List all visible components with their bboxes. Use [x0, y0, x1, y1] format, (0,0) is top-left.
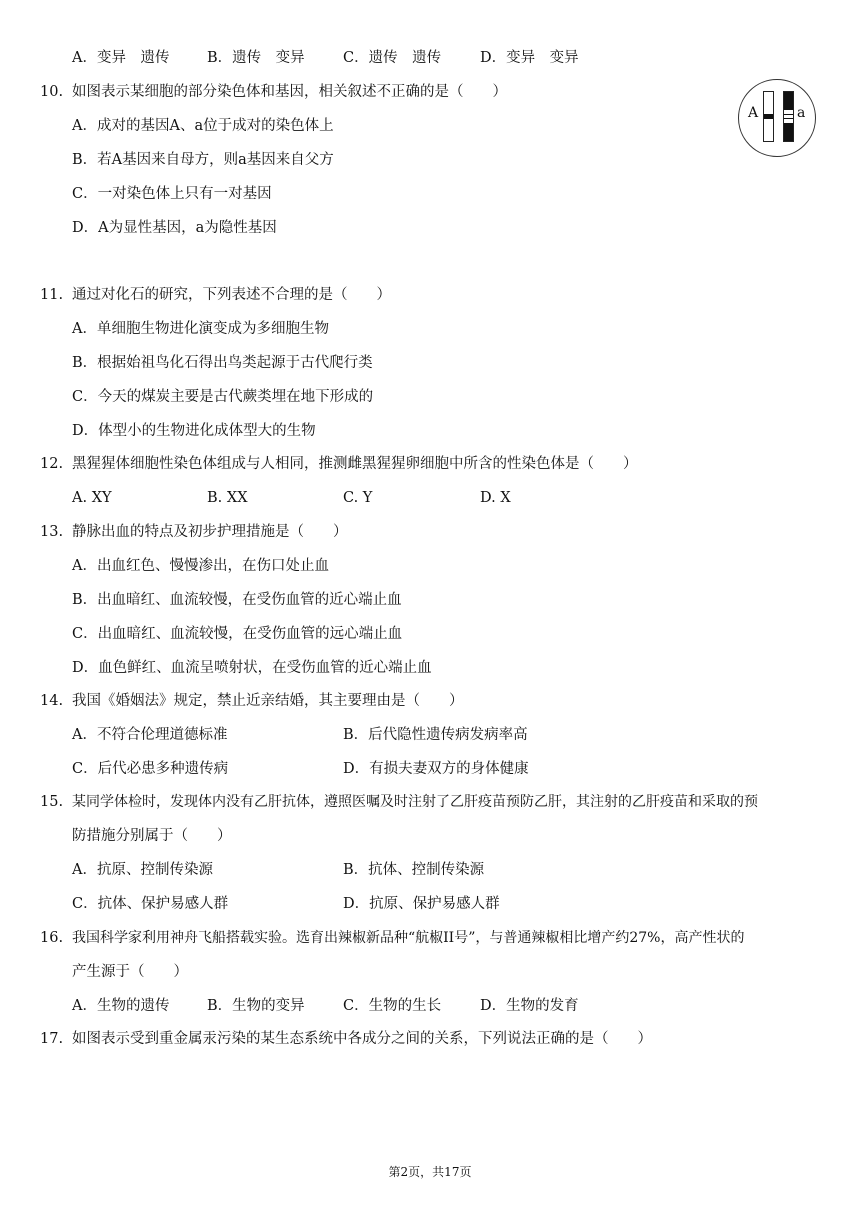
question-15-text: 某同学体检时，发现体内没有乙肝抗体，遵照医嘱及时注射了乙肝疫苗预防乙肝，其注射的乙肝疫苗和采取的预	[72, 794, 758, 810]
q13-option-a: A．出血红色、慢慢渗出，在伤口处止血	[72, 558, 329, 574]
chromosome-right	[783, 91, 794, 142]
q10-option-a: A．成对的基因A、a位于成对的染色体上	[72, 118, 334, 134]
q13-option-c: C．出血暗红、血流较慢，在受伤血管的远心端止血	[72, 626, 403, 642]
q11-option-a: A．单细胞生物进化演变成为多细胞生物	[72, 321, 329, 337]
gene-label-a: a	[797, 105, 806, 121]
question-13-number: 13.	[40, 524, 64, 540]
q11-option-d: D．体型小的生物进化成体型大的生物	[72, 423, 316, 439]
q15-option-b: B．抗体、控制传染源	[343, 862, 485, 878]
q15-option-a: A．抗原、控制传染源	[72, 862, 213, 878]
question-16-text: 我国科学家利用神舟飞船搭载实验。选育出辣椒新品种“航椒II号”，与普通辣椒相比增产约27%，高产性状的	[72, 930, 745, 946]
q14-option-d: D．有损夫妻双方的身体健康	[343, 761, 529, 777]
q9-option-d: D．变异 变异	[480, 50, 579, 66]
question-10-number: 10.	[40, 84, 64, 100]
q12-option-b: B. XX	[207, 490, 248, 506]
q16-option-b: B．生物的变异	[207, 998, 305, 1014]
q12-option-a: A. XY	[72, 490, 112, 506]
q13-option-b: B．出血暗红、血流较慢，在受伤血管的近心端止血	[72, 592, 402, 608]
page-footer: 第2页，共17页	[388, 1165, 472, 1179]
q12-option-c: C. Y	[343, 490, 373, 506]
q15-option-d: D．抗原、保护易感人群	[343, 896, 500, 912]
question-15-number: 15.	[40, 794, 64, 810]
chromosome-left	[763, 91, 774, 142]
q10-option-d: D．A为显性基因，a为隐性基因	[72, 220, 277, 236]
q9-option-a: A．变异 遗传	[72, 50, 170, 66]
question-17-text: 如图表示受到重金属汞污染的某生态系统中各成分之间的关系，下列说法正确的是（ ）	[72, 1031, 652, 1047]
q11-option-c: C．今天的煤炭主要是古代蕨类埋在地下形成的	[72, 389, 374, 405]
question-12-number: 12.	[40, 456, 64, 472]
q14-option-c: C．后代必患多种遗传病	[72, 761, 229, 777]
question-16-text-continued: 产生源于（ ）	[72, 964, 188, 980]
q13-option-d: D．血色鲜红、血流呈喷射状，在受伤血管的近心端止血	[72, 660, 432, 676]
question-15-text-continued: 防措施分别属于（ ）	[72, 828, 232, 844]
q11-option-b: B．根据始祖鸟化石得出鸟类起源于古代爬行类	[72, 355, 373, 371]
q14-option-b: B．后代隐性遗传病发病率高	[343, 727, 528, 743]
question-11-text: 通过对化石的研究，下列表述不合理的是（ ）	[72, 287, 391, 303]
question-13-text: 静脉出血的特点及初步护理措施是（ ）	[72, 524, 348, 540]
q16-option-a: A．生物的遗传	[72, 998, 170, 1014]
q16-option-d: D．生物的发育	[480, 998, 579, 1014]
question-10-text: 如图表示某细胞的部分染色体和基因，相关叙述不正确的是（ ）	[72, 84, 507, 100]
q16-option-c: C．生物的生长	[343, 998, 442, 1014]
question-12-text: 黑猩猩体细胞性染色体组成与人相同，推测雌黑猩猩卵细胞中所含的性染色体是（ ）	[72, 456, 638, 472]
q12-option-d: D. X	[480, 490, 511, 506]
chromosome-figure	[738, 79, 816, 157]
q9-option-c: C．遗传 遗传	[343, 50, 442, 66]
q9-option-b: B．遗传 变异	[207, 50, 305, 66]
q10-option-c: C．一对染色体上只有一对基因	[72, 186, 272, 202]
gene-label-A: A	[748, 105, 759, 121]
question-11-number: 11.	[40, 287, 64, 303]
question-17-number: 17.	[40, 1031, 64, 1047]
q10-option-b: B．若A基因来自母方，则a基因来自父方	[72, 152, 334, 168]
q14-option-a: A．不符合伦理道德标准	[72, 727, 228, 743]
question-16-number: 16.	[40, 930, 64, 946]
q15-option-c: C．抗体、保护易感人群	[72, 896, 229, 912]
question-14-text: 我国《婚姻法》规定，禁止近亲结婚，其主要理由是（ ）	[72, 693, 464, 709]
question-14-number: 14.	[40, 693, 64, 709]
